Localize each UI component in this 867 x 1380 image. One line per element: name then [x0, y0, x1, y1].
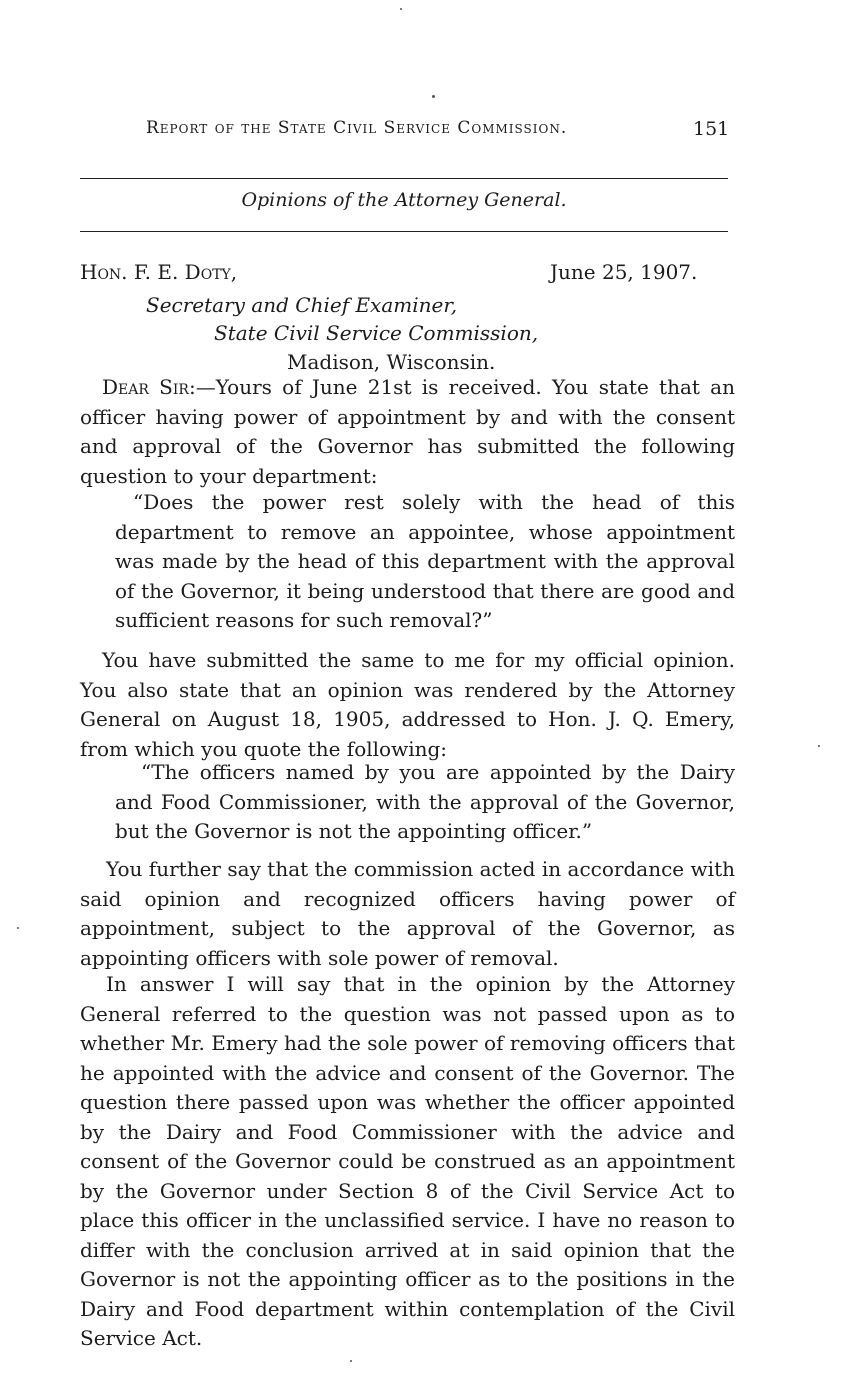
paragraph-answer: In answer I will say that in the opinion by the Attorney General referred to the question was not passed upon as to whether Mr. Emery had the sole power of removing officers that he appointed with the advice and consent of the Governor. The question there passed upon was whether the officer appointed by the Dairy and Food Commissioner with the advice and consent of the Governor could be construed as an appointment by the Governor under Section 8 of the Civil Service Act to place this officer in the unclassified service. I have no reason to differ with the conclusion arrived at in said opinion that the Governor is not the appointing officer as to the positions in the Dairy and Food department within contemplation of the Civil Service Act. [80, 972, 735, 1350]
salutation: Dear Sir: [102, 375, 196, 399]
block-quote-question: “Does the power rest solely with the head of this department to remove an appointee, whose appointment was made by the head of this department with the approval of the Governor, it being understood that there are good and sufficient reasons for such removal?” [115, 490, 735, 632]
print-speck [350, 1360, 352, 1362]
header-rule-top [80, 178, 728, 179]
print-speck [400, 8, 402, 10]
paragraph-opening [80, 373, 735, 491]
print-speck [432, 95, 435, 98]
address-line-commission: State Civil Service Commission, [214, 321, 539, 345]
paragraph-submitted: You have submitted the same to me for my official opinion. You also state that an opinion was rendered by the Attorney General on August 18, 1905, addressed to Hon. J. Q. Emery, from which you quote the following: [80, 648, 735, 761]
letter-date: June 25, 1907. [550, 260, 698, 284]
print-speck [17, 927, 19, 929]
running-header: Report of the State Civil Service Commission. [146, 118, 568, 138]
address-line-title: Secretary and Chief Examiner, [146, 293, 458, 317]
address-line-city: Madison, Wisconsin. [287, 350, 496, 374]
page-number: 151 [693, 118, 730, 140]
paragraph-commission: You further say that the commission acted in accordance with said opinion and recognized officers having power of appointment, subject to the approval of the Governor, as appointing officers with sole power of removal. [80, 857, 735, 970]
addressee: Hon. F. E. Doty, [80, 260, 238, 284]
print-speck [818, 745, 820, 747]
header-rule-bottom [80, 231, 728, 232]
paragraph-opening-text: —Yours of June 21st is received. You state that an officer having power of appointment by and with the consent and approval of the Governor has submitted the following question to your department: [80, 375, 735, 488]
block-quote-prior-opinion: “The officers named by you are appointed by the Dairy and Food Commissioner, with the approval of the Governor, but the Governor is not the appointing officer.” [115, 760, 735, 843]
section-title: Opinions of the Attorney General. [241, 189, 567, 211]
